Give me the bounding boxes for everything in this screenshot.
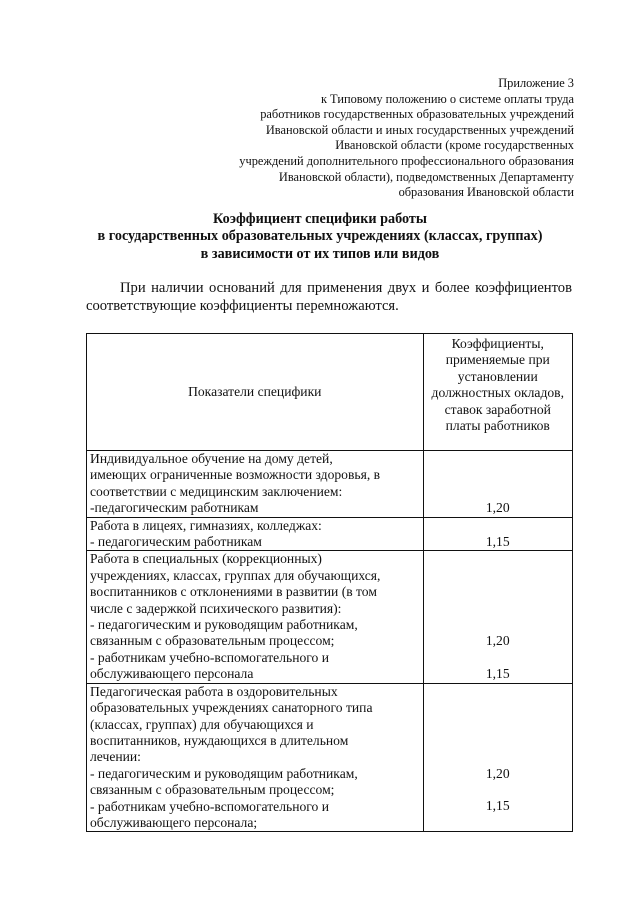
table-row (87, 551, 573, 683)
indicator-line: числе с задержкой психического развития): (90, 600, 342, 616)
appendix-header (239, 76, 574, 201)
indicator-cell (87, 517, 424, 551)
appendix-line: Приложение 3 (498, 76, 574, 90)
document-title (60, 211, 580, 263)
coefficient-cell (423, 683, 572, 832)
indicator-line: Педагогическая работа в оздоровительных (90, 683, 338, 699)
indicator-line: лечении: (90, 749, 141, 765)
indicator-line: Работа в специальных (коррекционных) (90, 551, 322, 567)
title-line: Коэффициент специфики работы (213, 211, 427, 227)
indicator-line: воспитанников с отклонениями в развитии (в том (90, 584, 377, 600)
indicator-line: Индивидуальное обучение на дому детей, (90, 451, 333, 466)
indicator-line: - педагогическим работникам (90, 534, 262, 550)
table-row (87, 683, 573, 832)
indicator-line: - работникам учебно-вспомогательного и (90, 798, 329, 814)
appendix-line: Ивановской области (кроме государственных (335, 138, 574, 153)
title-line: в государственных образовательных учреждениях (классах, группах) (97, 228, 543, 245)
table-row (87, 517, 573, 551)
appendix-line: работников государственных образовательных учреждений (260, 107, 574, 122)
indicator-cell (87, 551, 424, 683)
coefficient-value: 1,15 (485, 534, 510, 550)
coefficient-cell (423, 517, 572, 551)
table-row (87, 451, 573, 518)
coefficient-value: 1,20 (485, 500, 510, 516)
header-coefficients: Коэффициенты, применяемые при установлении должностных окладов, ставок заработной платы работников (423, 334, 572, 451)
title-line: в зависимости от их типов или видов (200, 245, 440, 262)
coefficient-cell (423, 551, 572, 683)
indicator-line: - педагогическим и руководящим работникам, (90, 617, 358, 633)
indicator-line: соответствии с медицинским заключением: (90, 483, 343, 499)
indicator-line: связанным с образовательным процессом; (90, 782, 335, 798)
table-header-row (87, 334, 573, 451)
coefficient-value: 1,20 (485, 633, 510, 649)
indicator-line: - педагогическим и руководящим работникам, (90, 765, 358, 781)
appendix-line: учреждений дополнительного профессионального образования (239, 153, 574, 168)
indicator-line: обслуживающего персонала; (90, 814, 258, 830)
intro-paragraph: При наличии оснований для применения двух и более коэффициентов соответствующие коэффициенты перемножаются. (86, 280, 572, 314)
coefficient-value: 1,15 (485, 666, 510, 682)
indicator-cell (87, 683, 424, 832)
indicator-line: -педагогическим работникам (90, 500, 259, 516)
coefficient-value: 1,20 (485, 765, 510, 781)
indicator-line: учреждениях, классах, группах для обучающихся, (90, 567, 381, 583)
indicator-line: образовательных учреждениях санаторного типа (90, 700, 373, 716)
indicator-line: связанным с образовательным процессом; (90, 633, 335, 649)
coefficient-cell (423, 451, 572, 518)
appendix-line: образования Ивановской области (398, 185, 574, 200)
header-indicators: Показатели специфики (87, 334, 424, 451)
indicator-line: обслуживающего персонала (90, 666, 254, 682)
indicator-line: - работникам учебно-вспомогательного и (90, 649, 329, 665)
indicator-line: (классах, группах) для обучающихся и (90, 716, 314, 732)
indicator-line: имеющих ограниченные возможности здоровья, в (90, 467, 381, 483)
coefficient-value: 1,15 (485, 798, 510, 814)
appendix-line: к Типовому положению о системе оплаты труда (320, 91, 574, 106)
coefficient-table (86, 333, 573, 832)
indicator-cell (87, 451, 424, 518)
appendix-line: Ивановской области и иных государственных учреждений (265, 122, 574, 137)
indicator-line: воспитанников, нуждающихся в длительном (90, 732, 349, 748)
appendix-line: Ивановской области), подведомственных Департаменту (278, 169, 574, 184)
indicator-line: Работа в лицеях, гимназиях, колледжах: (90, 517, 322, 533)
